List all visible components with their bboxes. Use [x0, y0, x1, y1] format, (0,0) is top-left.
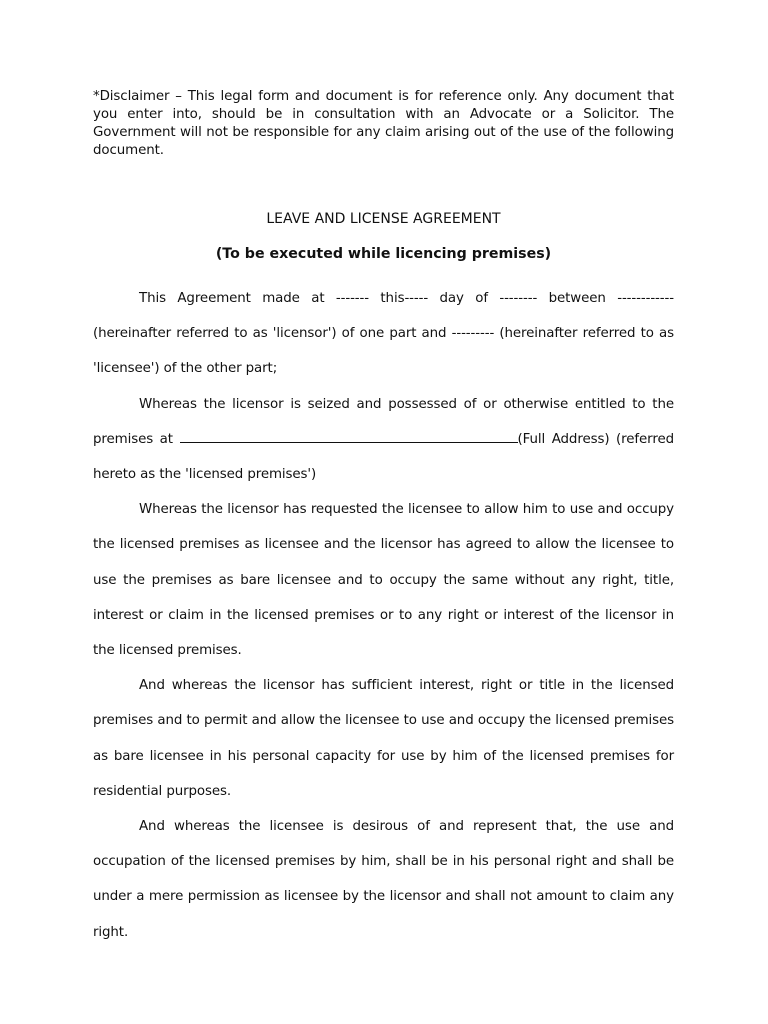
full-address-blank-line — [180, 430, 518, 443]
paragraph-agreement-parties: This Agreement made at ------- this----- day of -------- between ------------ (hereinafter referred to as 'licensor') of one part and --------- (hereinafter referred to as 'licensee') of the other part; — [93, 291, 674, 377]
disclaimer-text: *Disclaimer – This legal form and document is for reference only. Any document that you enter into, should be in consultation with an Advocate or a Solicitor. The Government will not be responsible for any claim arising out of the use of the following document. — [93, 89, 674, 158]
agreement-body — [93, 281, 674, 950]
paragraph-interest: And whereas the licensor has sufficient interest, right or title in the licensed premises and to permit and allow the licensee to use and occupy the licensed premises as bare licensee in his personal capacity for use by him of the licensed premises for residential purposes. — [93, 678, 674, 799]
paragraph-request: Whereas the licensor has requested the licensee to allow him to use and occupy the licensed premises as licensee and the licensor has agreed to allow the licensee to use the premises as bare licensee and to occupy the same without any right, title, interest or claim in the licensed premises or to any right or interest of the licensor in the licensed premises. — [93, 502, 674, 659]
premises-text-after: (Full Address) (referred hereto as the 'licensed premises') — [93, 431, 674, 483]
document-title: LEAVE AND LICENSE AGREEMENT — [266, 211, 501, 227]
paragraph-licensee-desire: And whereas the licensee is desirous of and represent that, the use and occupation of the licensed premises by him, shall be in his personal right and shall be under a mere permission as licensee by the licensor and shall not amount to claim any right. — [93, 819, 674, 940]
premises-text-before: Whereas the licensor is seized and possessed of or otherwise entitled to the premises at — [93, 396, 674, 447]
document-subtitle: (To be executed while licencing premises) — [215, 246, 552, 262]
paragraph-premises — [93, 387, 674, 493]
